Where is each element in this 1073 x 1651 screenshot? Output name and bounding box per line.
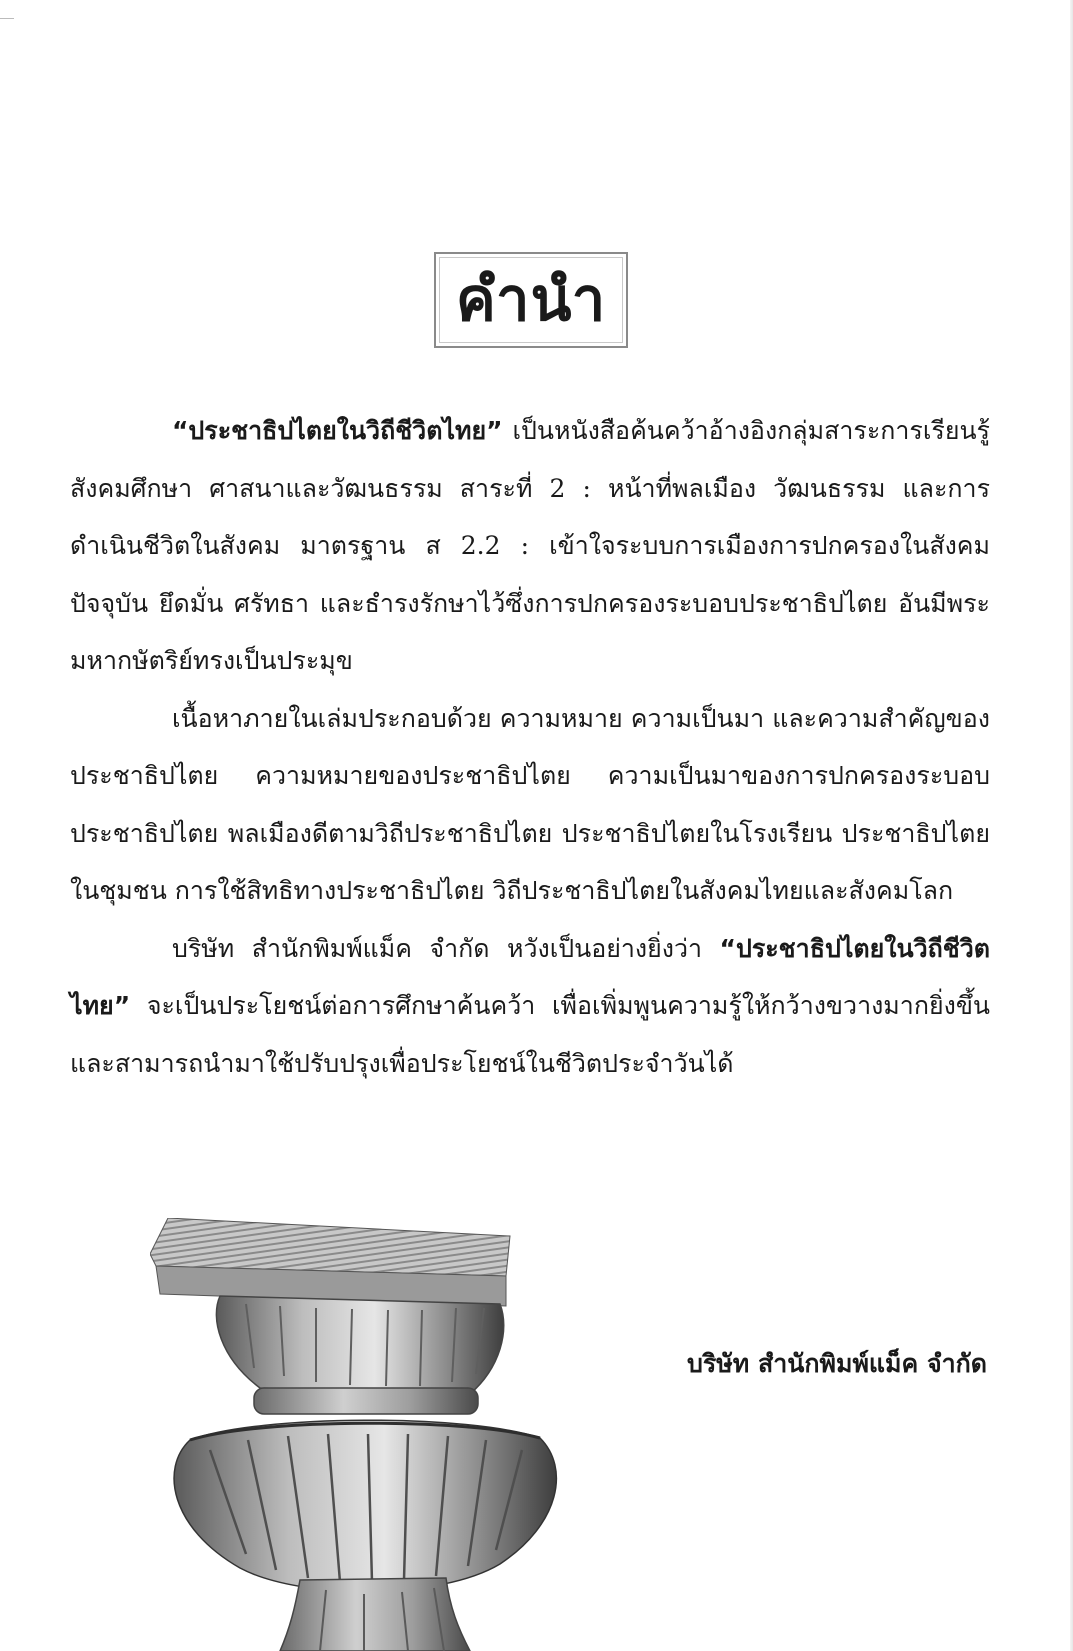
scan-artifact-line — [0, 18, 14, 19]
preface-title-box — [434, 252, 628, 348]
book-title-bold-2: “ประชาธิปไตยในวิถีชีวิตไทย” — [70, 933, 990, 1020]
paragraph-2-text: เนื้อหาภายในเล่มประกอบด้วย ความหมาย ความเป็นมา และความสำคัญของประชาธิปไตย ความหมายของประชาธิปไตย ความเป็นมาของการปกครองระบอบประชาธิปไตย พลเมืองดีตามวิถีประชาธิปไตย ประชาธิปไตยในโรงเรียน ประชาธิปไตยในชุมชน การใช้สิทธิทางประชาธิปไตย วิถีประชาธิปไตยในสังคมไทยและสังคมโลก — [70, 703, 990, 905]
paragraph-1 — [70, 402, 990, 690]
paragraph-3-text-after: จะเป็นประโยชน์ต่อการศึกษาค้นคว้า เพื่อเพิ่มพูนความรู้ให้กว้างขวางมากยิ่งขึ้น และสามารถนำมาใช้ปรับปรุงเพื่อประโยชน์ในชีวิตประจำวันได้ — [70, 991, 990, 1078]
paragraph-2 — [70, 690, 990, 920]
publisher-signature: บริษัท สำนักพิมพ์แม็ค จำกัด — [687, 1349, 987, 1378]
book-title-bold: “ประชาธิปไตยในวิถีชีวิตไทย” — [172, 416, 503, 445]
paragraph-1-text: เป็นหนังสือค้นคว้าอ้างอิงกลุ่มสาระการเรียนรู้สังคมศึกษา ศาสนาและวัฒนธรรม สาระที่ 2 : หน้าที่พลเมือง วัฒนธรรม และการดำเนินชีวิตในสังคม มาตรฐาน ส 2.2 : เข้าใจระบบการเมืองการปกครองในสังคมปัจจุบัน ยึดมั่น ศรัทธา และธำรงรักษาไว้ซึ่งการปกครองระบอบประชาธิปไตย อันมีพระมหากษัตริย์ทรงเป็นประมุข — [70, 416, 990, 675]
preface-title: คำนำ — [455, 265, 607, 335]
preface-body — [70, 402, 990, 1092]
thai-pillar-capital-illustration — [150, 1218, 590, 1651]
paragraph-3-text-before: บริษัท สำนักพิมพ์แม็ค จำกัด หวังเป็นอย่างยิ่งว่า — [172, 933, 720, 963]
paragraph-3 — [70, 920, 990, 1093]
